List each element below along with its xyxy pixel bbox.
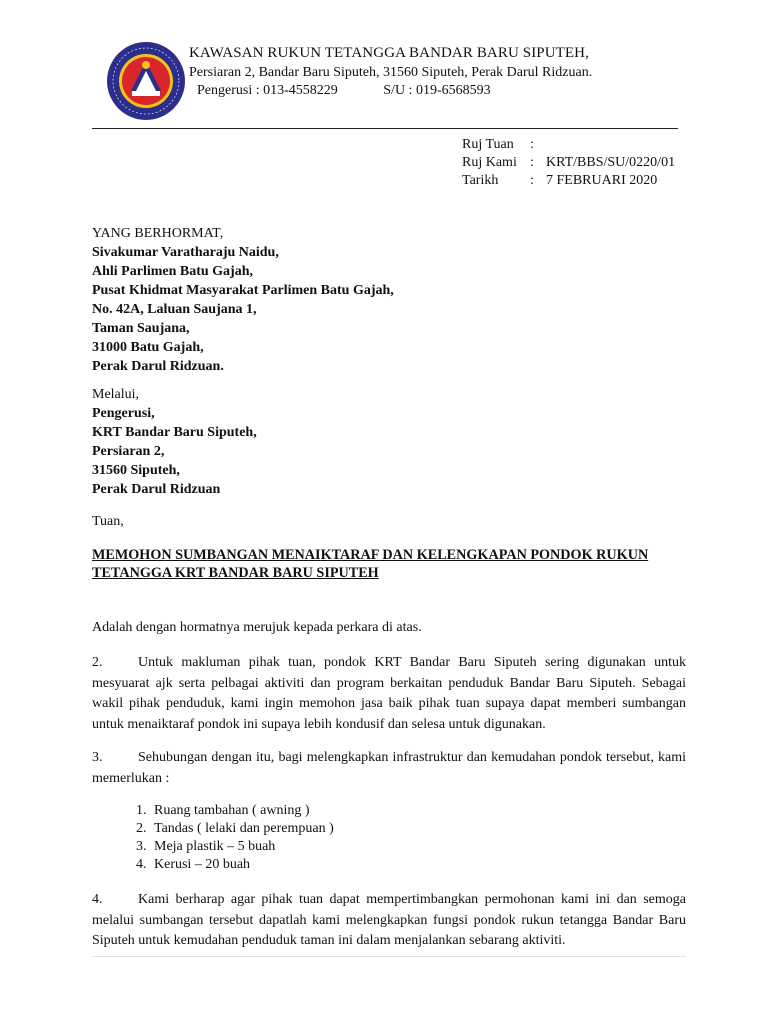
page-bottom-divider <box>92 956 686 957</box>
via-line: KRT Bandar Baru Siputeh, <box>92 425 257 440</box>
organisation-address: Persiaran 2, Bandar Baru Siputeh, 31560 Siputeh, Perak Darul Ridzuan. <box>189 65 593 80</box>
paragraph-2 <box>92 653 686 735</box>
list-number: 2. <box>136 821 147 836</box>
recipient-address <box>92 224 394 376</box>
reference-colon: : <box>530 137 534 152</box>
greeting: Tuan, <box>92 514 124 529</box>
reference-label: Ruj Tuan <box>462 137 514 152</box>
list-text: Meja plastik – 5 buah <box>154 839 276 854</box>
list-item <box>136 856 334 874</box>
reference-value: 7 FEBRUARI 2020 <box>546 173 658 188</box>
list-number: 1. <box>136 803 147 818</box>
reference-row-your-ref <box>462 136 675 154</box>
list-item <box>136 838 334 856</box>
reference-colon: : <box>530 173 534 188</box>
recipient-line: No. 42A, Laluan Saujana 1, <box>92 302 257 317</box>
reference-label: Tarikh <box>462 173 499 188</box>
organisation-logo <box>106 41 186 121</box>
recipient-line: Sivakumar Varatharaju Naidu, <box>92 245 279 260</box>
paragraph-3 <box>92 748 686 789</box>
list-number: 3. <box>136 839 147 854</box>
reference-row-date <box>462 172 675 190</box>
list-text: Tandas ( lelaki dan perempuan ) <box>154 821 334 836</box>
reference-value: KRT/BBS/SU/0220/01 <box>546 155 676 170</box>
reference-label: Ruj Kami <box>462 155 517 170</box>
via-line: Persiaran 2, <box>92 444 165 459</box>
paragraph-text: Sehubungan dengan itu, bagi melengkapkan infrastruktur dan kemudahan pondok tersebut, kami memerlukan : <box>92 750 686 786</box>
paragraph-number: 3. <box>92 750 103 765</box>
letter-subject: MEMOHON SUMBANGAN MENAIKTARAF DAN KELENGKAPAN PONDOK RUKUN TETANGGA KRT BANDAR BARU SIPUTEH <box>92 547 649 581</box>
via-line: Pengerusi, <box>92 406 155 421</box>
recipient-line: 31000 Batu Gajah, <box>92 340 204 355</box>
organisation-name: KAWASAN RUKUN TETANGGA BANDAR BARU SIPUTEH, <box>189 45 589 61</box>
recipient-line: Taman Saujana, <box>92 321 190 336</box>
letterhead-divider <box>92 128 678 129</box>
list-number: 4. <box>136 857 147 872</box>
paragraph-text: Kami berharap agar pihak tuan dapat mempertimbangkan permohonan kami ini dan semoga melalui sumbangan tersebut dapatlah kami melengkapkan fungsi pondok rukun tetangga Bandar Baru Siputeh untuk kemudahan penduduk taman ini dalam menjalankan sebarang aktiviti. <box>92 892 686 948</box>
paragraph-1: Adalah dengan hormatnya merujuk kepada perkara di atas. <box>92 620 422 635</box>
list-text: Ruang tambahan ( awning ) <box>154 803 310 818</box>
via-address <box>92 404 257 499</box>
via-label: Melalui, <box>92 387 140 402</box>
reference-colon: : <box>530 155 534 170</box>
recipient-line: Ahli Parlimen Batu Gajah, <box>92 264 254 279</box>
via-line: 31560 Siputeh, <box>92 463 180 478</box>
reference-block <box>462 136 675 190</box>
paragraph-number: 2. <box>92 655 103 670</box>
recipient-line: Pusat Khidmat Masyarakat Parlimen Batu Gajah, <box>92 283 394 298</box>
recipient-salutation: YANG BERHORMAT, <box>92 226 224 241</box>
paragraph-4 <box>92 890 686 952</box>
via-line: Perak Darul Ridzuan <box>92 482 221 497</box>
list-text: Kerusi – 20 buah <box>154 857 251 872</box>
requirements-list <box>136 802 334 874</box>
organisation-contacts <box>197 83 491 99</box>
list-item <box>136 802 334 820</box>
paragraph-number: 4. <box>92 892 103 907</box>
secretary-phone: S/U : 019-6568593 <box>383 83 491 98</box>
recipient-line: Perak Darul Ridzuan. <box>92 359 224 374</box>
reference-row-our-ref <box>462 154 675 172</box>
list-item <box>136 820 334 838</box>
chairman-phone: Pengerusi : 013-4558229 <box>197 83 338 98</box>
paragraph-text: Untuk makluman pihak tuan, pondok KRT Bandar Baru Siputeh sering digunakan untuk mesyuarat ajk serta pelbagai aktiviti dan program berkaitan penduduk Bandar Baru Siputeh. Sebagai wakil pihak penduduk, kami ingin memohon jasa baik pihak tuan supaya dapat memberi sumbangan untuk menaiktaraf pondok ini supaya lebih kondusif dan selesa untuk digunakan. <box>92 655 686 732</box>
